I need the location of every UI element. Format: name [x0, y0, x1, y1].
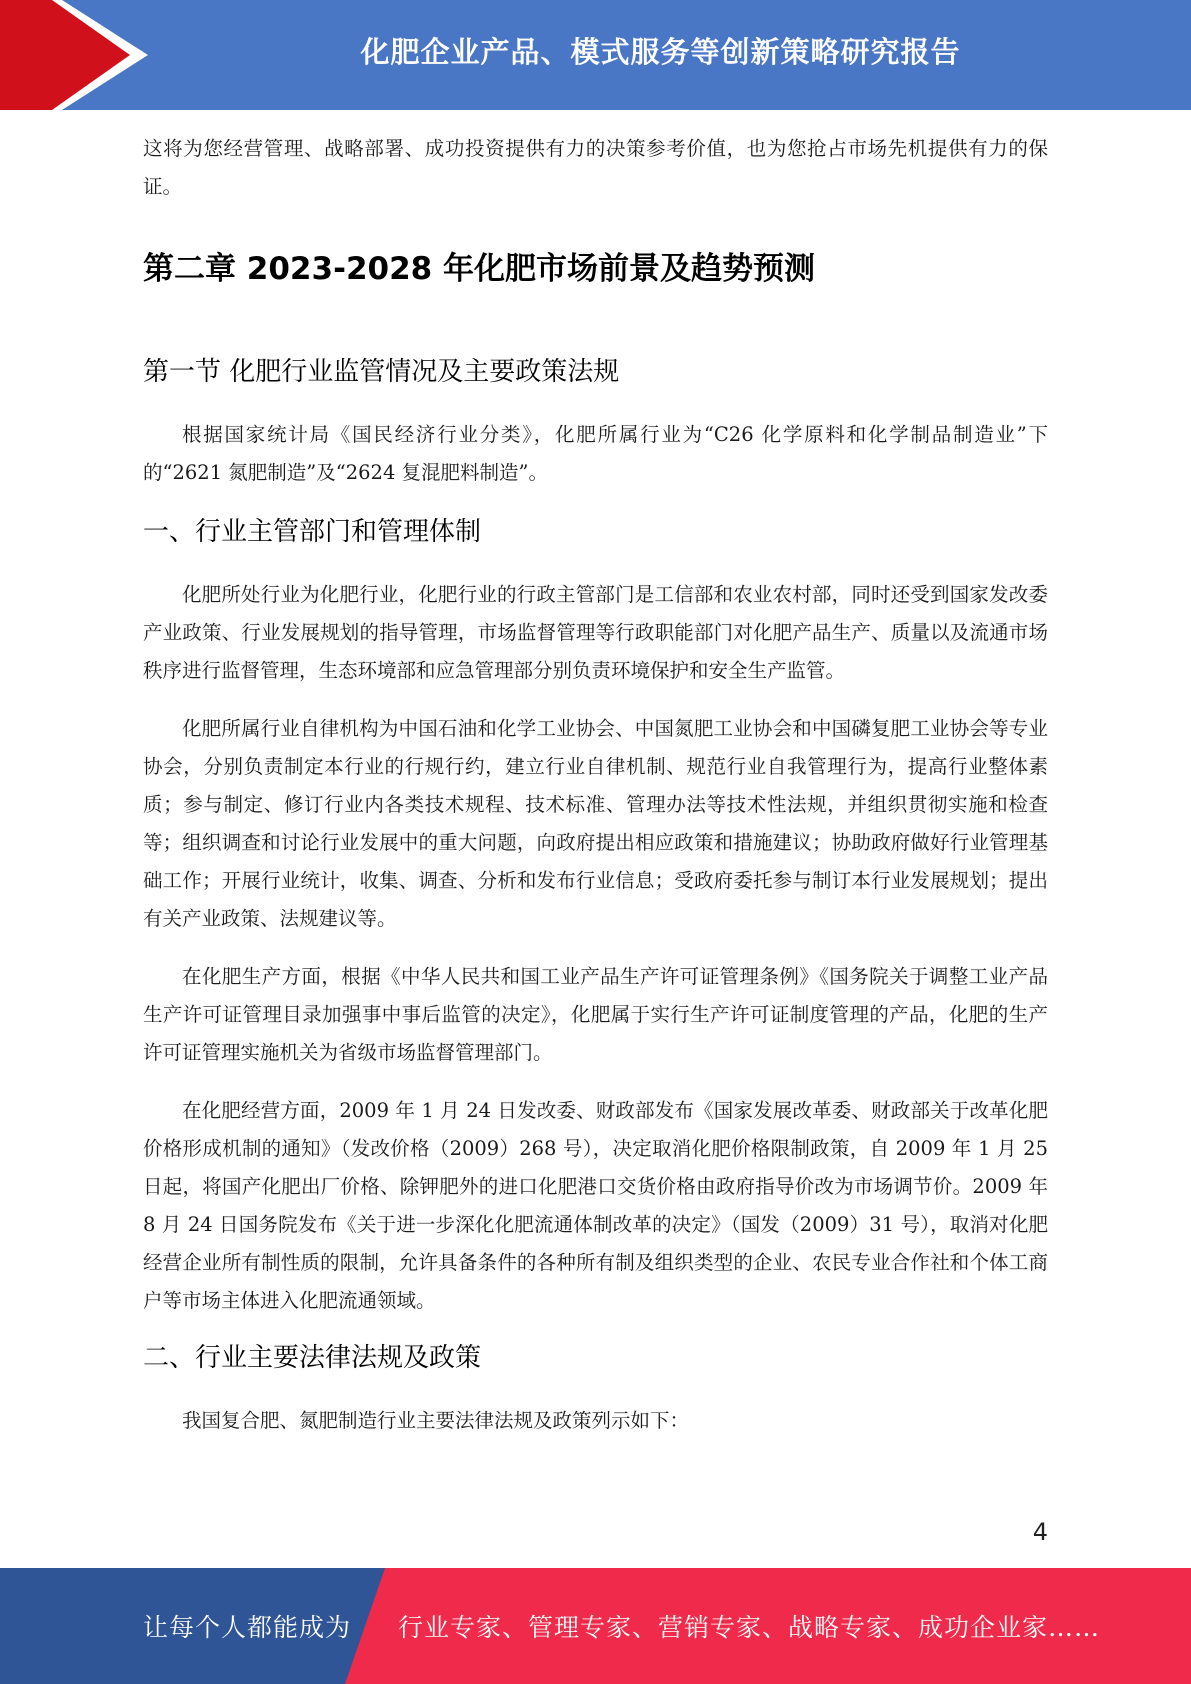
header-title: 化肥企业产品、模式服务等创新策略研究报告 — [360, 34, 961, 69]
paragraph: 化肥所属行业自律机构为中国石油和化学工业协会、中国氮肥工业协会和中国磷复肥工业协会等专业协会，分别负责制定本行业的行规行约，建立行业自律机制、规范行业自我管理行为，提高行业整体素质；参与制定、修订行业内各类技术规程、技术标准、管理办法等技术性法规，并组织贯彻实施和检查等；组织调查和讨论行业发展中的重大问题，向政府提出相应政策和措施建议；协助政府做好行业管理基础工作；开展行业统计，收集、调查、分析和发布行业信息；受政府委托参与制订本行业发展规划；提出有关产业政策、法规建议等。 — [143, 717, 1048, 930]
footer-slogan-right: 行业专家、管理专家、营销专家、战略专家、成功企业家…… — [398, 1613, 1101, 1642]
document-body — [143, 130, 1048, 1440]
paragraph: 在化肥生产方面，根据《中华人民共和国工业产品生产许可证管理条例》《国务院关于调整工业产品生产许可证管理目录加强事中事后监管的决定》，化肥属于实行生产许可证制度管理的产品，化肥的生产许可证管理实施机关为省级市场监督管理部门。 — [143, 965, 1048, 1064]
intro-paragraph: 这将为您经营管理、战略部署、成功投资提供有力的决策参考价值，也为您抢占市场先机提供有力的保证。 — [143, 137, 1048, 198]
chapter-title: 第二章 2023-2028 年化肥市场前景及趋势预测 — [143, 251, 816, 287]
paragraph: 化肥所处行业为化肥行业，化肥行业的行政主管部门是工信部和农业农村部，同时还受到国家发改委产业政策、行业发展规划的指导管理，市场监督管理等行政职能部门对化肥产品生产、质量以及流通市场秩序进行监督管理，生态环境部和应急管理部分别负责环境保护和安全生产监管。 — [143, 583, 1048, 682]
paragraph: 在化肥经营方面，2009 年 1 月 24 日发改委、财政部发布《国家发展改革委、财政部关于改革化肥价格形成机制的通知》（发改价格（2009）268 号），决定取消化肥价格限制政策，自 2009 年 1 月 25 日起，将国产化肥出厂价格、除钾肥外的进口化肥港口交货价格由政府指导价改为市场调节价。2009 年 8 月 24 日国务院发布《关于进一步深化化肥流通体制改革的决定》（国发（2009）31 号），取消对化肥经营企业所有制性质的限制，允许具备条件的各种所有制及组织类型的企业、农民专业合作社和个体工商户等市场主体进入化肥流通领域。 — [143, 1099, 1048, 1312]
header-arrow-icon — [0, 0, 150, 110]
footer-slogan-left: 让每个人都能成为 — [143, 1613, 352, 1642]
section-title: 第一节 化肥行业监管情况及主要政策法规 — [143, 357, 620, 387]
subsection-title-2: 二、行业主要法律法规及政策 — [143, 1343, 482, 1373]
subsection-title-1: 一、行业主管部门和管理体制 — [143, 517, 482, 547]
paragraph: 我国复合肥、氮肥制造行业主要法律法规及政策列示如下： — [182, 1409, 690, 1432]
section-paragraph: 根据国家统计局《国民经济行业分类》，化肥所属行业为“C26 化学原料和化学制品制造业”下的“2621 氮肥制造”及“2624 复混肥料制造”。 — [143, 423, 1048, 484]
page-footer — [0, 1568, 1191, 1684]
page-header — [0, 0, 1191, 110]
page-number: 4 — [1032, 1518, 1048, 1546]
